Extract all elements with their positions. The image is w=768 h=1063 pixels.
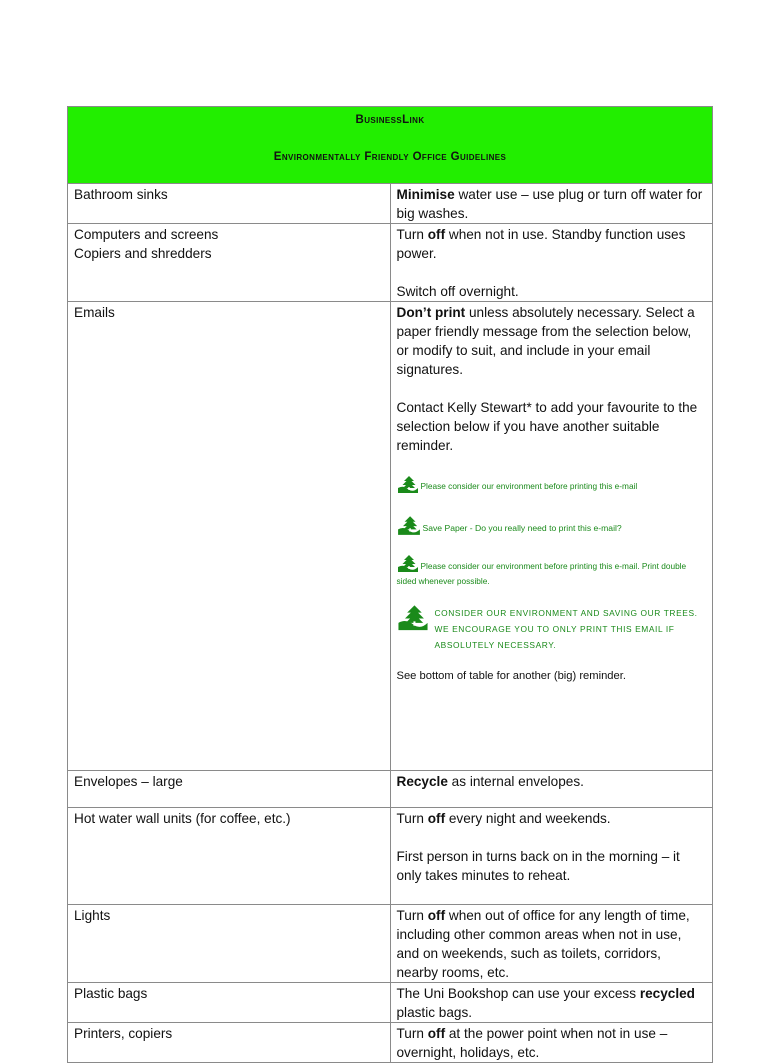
- item-label: Emails: [74, 305, 115, 320]
- guideline-cell: [390, 184, 713, 224]
- item-cell: [68, 905, 391, 983]
- table-row: [68, 983, 713, 1023]
- item-label: Computers and screens: [74, 227, 219, 242]
- table-row: [68, 771, 713, 808]
- guideline-text: Contact Kelly Stewart* to add your favourite to the selection below if you have another suitable reminder.: [396, 400, 698, 453]
- signature-text: Save Paper - Do you really need to print this e-mail?: [422, 523, 622, 533]
- table-row: [68, 224, 713, 302]
- table-row: [68, 184, 713, 224]
- tree-icon: [397, 554, 419, 575]
- guideline-cell: [390, 808, 713, 905]
- item-cell: [68, 808, 391, 905]
- guideline-cell: [390, 771, 713, 808]
- guideline-text: Turn off at the power point when not in use – overnight, holidays, etc.: [396, 1026, 668, 1060]
- guidelines-subtitle: Environmentally Friendly Office Guidelines: [273, 151, 507, 163]
- tree-icon: [397, 603, 429, 636]
- email-signature-1: [397, 475, 707, 496]
- item-label: Copiers and shredders: [74, 246, 212, 261]
- guideline-text: First person in turns back on in the morning – it only takes minutes to reheat.: [396, 849, 680, 883]
- tree-icon: [397, 475, 419, 496]
- business-title: BusinessLink: [355, 114, 425, 126]
- table-row: [68, 1023, 713, 1063]
- item-label: Printers, copiers: [74, 1026, 173, 1041]
- tree-icon: [397, 515, 421, 538]
- header-row: [68, 107, 713, 184]
- guideline-text: Minimise water use – use plug or turn off water for big washes.: [396, 187, 703, 221]
- email-signature-3: [397, 554, 707, 587]
- item-label: Envelopes – large: [74, 774, 183, 789]
- guideline-text: Turn off every night and weekends.: [396, 811, 611, 826]
- signature-text: CONSIDER OUR ENVIRONMENT AND SAVING OUR TREES. WE ENCOURAGE YOU TO ONLY PRINT THIS EMAIL IF ABSOLUTELY NECESSARY.: [434, 608, 698, 650]
- item-cell: [68, 1023, 391, 1063]
- item-cell: [68, 771, 391, 808]
- item-cell: [68, 184, 391, 224]
- email-signature-2: [397, 515, 707, 538]
- table-row: [68, 302, 713, 771]
- email-signature-4: [397, 603, 707, 653]
- guideline-text: Recycle as internal envelopes.: [396, 774, 584, 789]
- table-row: [68, 808, 713, 905]
- item-cell: [68, 983, 391, 1023]
- signature-text: Please consider our environment before printing this e-mail. Print double sided whenever possible.: [396, 561, 687, 586]
- guideline-cell: [390, 302, 713, 771]
- table-row: [68, 905, 713, 983]
- item-cell: [68, 302, 391, 771]
- guideline-cell: [390, 1023, 713, 1063]
- item-cell: [68, 224, 391, 302]
- item-label: Hot water wall units (for coffee, etc.): [74, 811, 291, 826]
- item-label: Lights: [74, 908, 111, 923]
- guideline-text: The Uni Bookshop can use your excess recycled plastic bags.: [396, 986, 695, 1020]
- signature-text: Please consider our environment before printing this e-mail: [420, 481, 638, 491]
- guideline-cell: [390, 224, 713, 302]
- guideline-text: Turn off when out of office for any length of time, including other common areas when not in use, and on weekends, such as toilets, corridors, nearby rooms, etc.: [396, 908, 690, 980]
- header-cell: [68, 107, 713, 184]
- item-label: Plastic bags: [74, 986, 148, 1001]
- guideline-text: Switch off overnight.: [396, 284, 519, 299]
- guideline-cell: [390, 983, 713, 1023]
- item-label: Bathroom sinks: [74, 187, 168, 202]
- guideline-text: Turn off when not in use. Standby function uses power.: [396, 227, 686, 261]
- footnote-text: See bottom of table for another (big) reminder.: [396, 670, 626, 682]
- guideline-text: Don’t print unless absolutely necessary. Select a paper friendly message from the selection below, or modify to suit, and include in your email signatures.: [396, 305, 695, 377]
- guidelines-table: [67, 106, 713, 1063]
- guideline-cell: [390, 905, 713, 983]
